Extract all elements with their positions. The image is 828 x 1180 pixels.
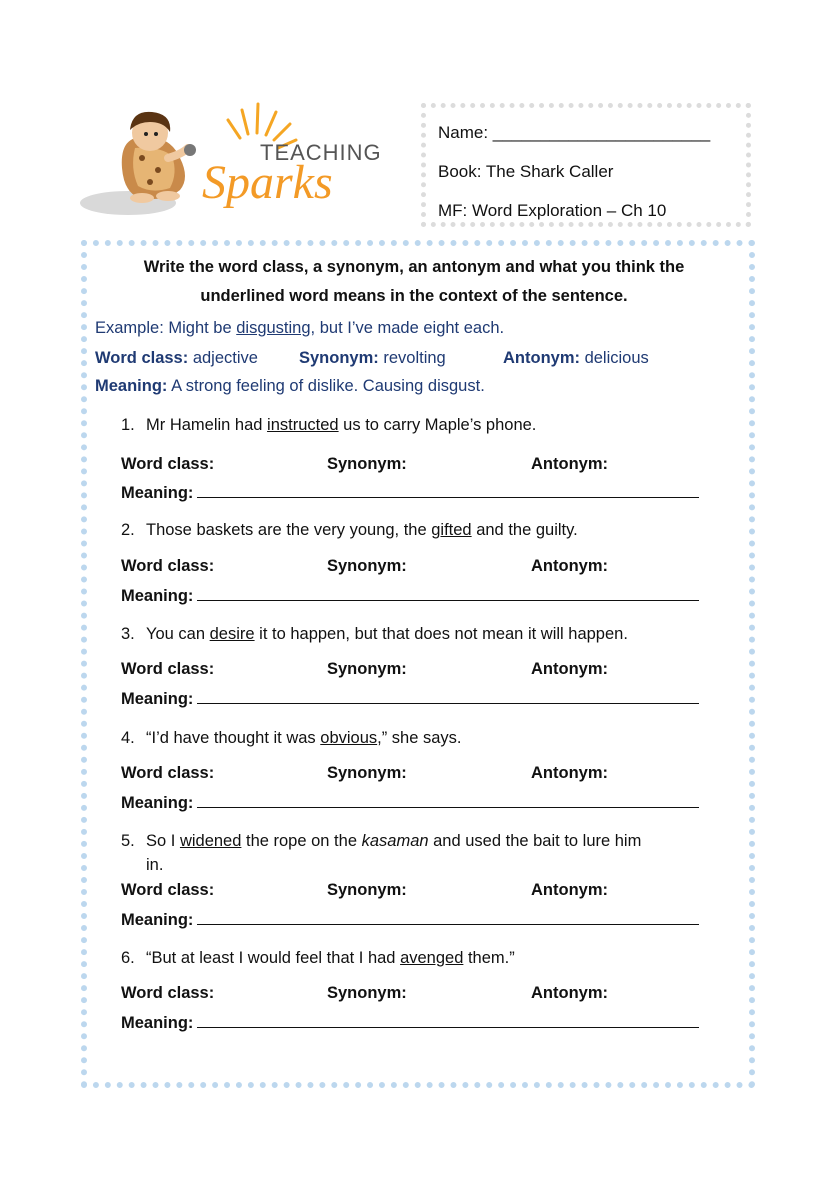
question-6: 6. “But at least I would feel that I had avenged them.” xyxy=(121,949,515,967)
question-3: 3. You can desire it to happen, but that does not mean it will happen. xyxy=(121,625,628,643)
word-class-label: Word class: xyxy=(121,881,215,899)
example-word: disgusting xyxy=(236,319,311,337)
question-5: 5. So I widened the rope on the kasaman and used the bait to lure him in. xyxy=(121,832,642,874)
antonym-label: Antonym: xyxy=(531,660,608,678)
meaning-line[interactable]: Meaning: xyxy=(121,586,699,606)
mf-label: MF: Word Exploration – Ch 10 xyxy=(438,201,667,220)
antonym-label: Antonym: xyxy=(531,984,608,1002)
synonym-label: Synonym: xyxy=(327,660,407,678)
meaning-line[interactable]: Meaning: xyxy=(121,1013,699,1033)
synonym-label: Synonym: xyxy=(327,764,407,782)
antonym-label: Antonym: xyxy=(531,881,608,899)
example-sentence xyxy=(95,319,504,338)
word-class-label: Word class: xyxy=(121,764,215,782)
antonym-label: Antonym: xyxy=(531,557,608,575)
target-word: gifted xyxy=(431,521,472,539)
example-antonym: Antonym: delicious xyxy=(503,349,649,367)
question-1: 1. Mr Hamelin had instructed us to carry Maple’s phone. xyxy=(121,416,537,434)
question-4: 4. “I’d have thought it was obvious,” she says. xyxy=(121,729,462,747)
target-word: avenged xyxy=(400,949,464,967)
header-info-box xyxy=(421,103,751,227)
antonym-label: Antonym: xyxy=(531,764,608,782)
instructions-line-1: Write the word class, a synonym, an antonym and what you think the xyxy=(143,258,685,276)
meaning-line[interactable]: Meaning: xyxy=(121,910,699,930)
target-word: obvious xyxy=(320,729,378,747)
teaching-sparks-logo xyxy=(80,98,400,226)
synonym-label: Synonym: xyxy=(327,984,407,1002)
logo-bottom-word: Sparks xyxy=(202,156,333,209)
meaning-line[interactable]: Meaning: xyxy=(121,483,699,503)
word-class-label: Word class: xyxy=(121,455,215,473)
meaning-line[interactable]: Meaning: xyxy=(121,793,699,813)
word-class-label: Word class: xyxy=(121,984,215,1002)
instructions-line-2: underlined word means in the context of the sentence. xyxy=(200,287,628,305)
word-class-label: Word class: xyxy=(121,660,215,678)
synonym-label: Synonym: xyxy=(327,881,407,899)
question-2: 2. Those baskets are the very young, the gifted and the guilty. xyxy=(121,521,578,539)
synonym-label: Synonym: xyxy=(327,455,407,473)
example-meaning: Meaning: A strong feeling of dislike. Causing disgust. xyxy=(95,377,485,395)
meaning-line[interactable]: Meaning: xyxy=(121,689,699,709)
name-field[interactable]: Name: _______________________ xyxy=(438,123,711,142)
target-word: widened xyxy=(179,832,242,850)
example-synonym: Synonym: revolting xyxy=(299,349,446,367)
example-word-class: Word class: adjective xyxy=(95,349,258,367)
antonym-label: Antonym: xyxy=(531,455,608,473)
synonym-label: Synonym: xyxy=(327,557,407,575)
word-class-label: Word class: xyxy=(121,557,215,575)
instructions xyxy=(0,253,828,311)
example-prefix: Example: Might be xyxy=(95,319,237,337)
logo-top-word: TEACHING xyxy=(260,140,382,165)
book-label: Book: The Shark Caller xyxy=(438,162,614,181)
example-suffix: , but I’ve made eight each. xyxy=(310,319,505,337)
target-word: instructed xyxy=(267,416,339,434)
target-word: desire xyxy=(209,625,255,643)
